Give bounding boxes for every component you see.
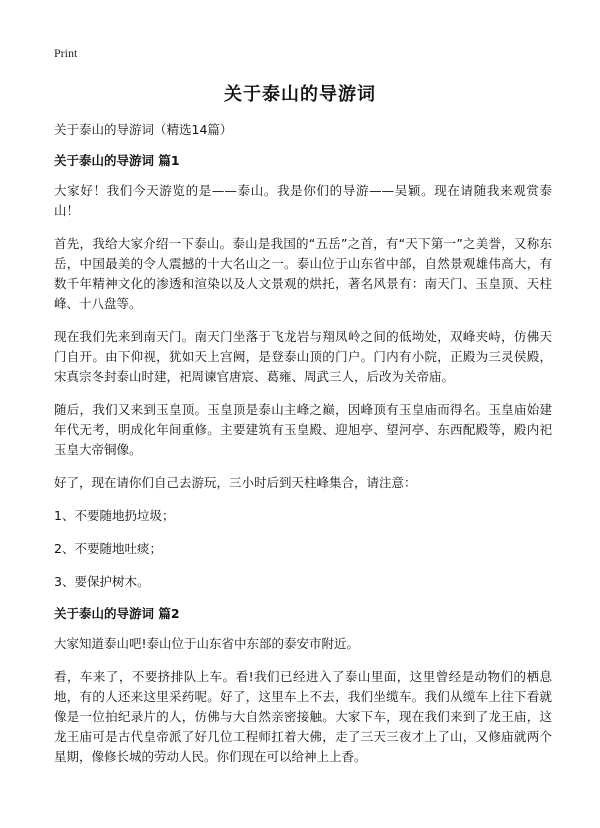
paragraph: 现在我们先来到南天门。南天门坐落于飞龙岩与翔凤岭之间的低坳处，双峰夹峙，仿佛天门自开。由下仰视，犹如天上宫阙，是登泰山顶的门户。门内有小院，正殿为三灵侯殿，宋真宗冬封泰山时建，祀周谏官唐宸、葛雍、周武三人，后改为关帝庙。 (54, 329, 552, 384)
list-item: 1、不要随地扔垃圾； (54, 508, 175, 523)
document-subtitle: 关于泰山的导游词（精选14篇） (54, 122, 233, 137)
section-1 (54, 151, 552, 592)
list-item: 3、要保护树木。 (54, 574, 150, 589)
paragraph: 看，车来了，不要挤排队上车。看!我们已经进入了泰山里面，这里曾经是动物们的栖息地，有的人还来这里采药呢。好了，这里车上不去，我们坐缆车。我们从缆车上往下看就像是一位拍纪录片的人，仿佛与大自然亲密接触。大家下车，现在我们来到了龙王庙，这龙王庙可是古代皇帝派了好几位工程师扛着大佛，走了三天三夜才上了山，又修庙就两个星期，像修长城的劳动人民。你们现在可以给神上上香。 (54, 669, 552, 764)
print-label: Print (54, 46, 78, 60)
document-body (54, 120, 552, 780)
paragraph: 首先，我给大家介绍一下泰山。泰山是我国的“五岳”之首，有“天下第一”之美誉，又称东岳，中国最美的令人震撼的十大名山之一。泰山位于山东省中部，自然景观雄伟高大，有数千年精神文化的渗透和渲染以及人文景观的烘托，著名风景有：南天门、玉皇顶、天柱峰、十八盘等。 (54, 236, 552, 311)
list-item: 2、不要随地吐痰； (54, 541, 162, 556)
section-2 (54, 604, 552, 767)
paragraph: 大家知道泰山吧!泰山位于山东省中东部的泰安市附近。 (54, 636, 360, 651)
paragraph: 好了，现在请你们自己去游玩，三小时后到天柱峰集合，请注意： (54, 475, 417, 490)
paragraph: 随后，我们又来到玉皇顶。玉皇顶是泰山主峰之巅，因峰顶有玉皇庙而得名。玉皇庙始建年代无考，明成化年间重修。主要建筑有玉皇殿、迎旭亭、望河亭、东西配殿等，殿内祀玉皇大帝铜像。 (54, 402, 552, 457)
section-heading: 关于泰山的导游词 篇1 (54, 153, 180, 168)
paragraph: 大家好！我们今天游览的是——泰山。我是你们的导游——吴颖。现在请随我来观赏泰山！ (54, 183, 552, 218)
document-title: 关于泰山的导游词 (224, 84, 376, 105)
section-heading: 关于泰山的导游词 篇2 (54, 606, 180, 621)
